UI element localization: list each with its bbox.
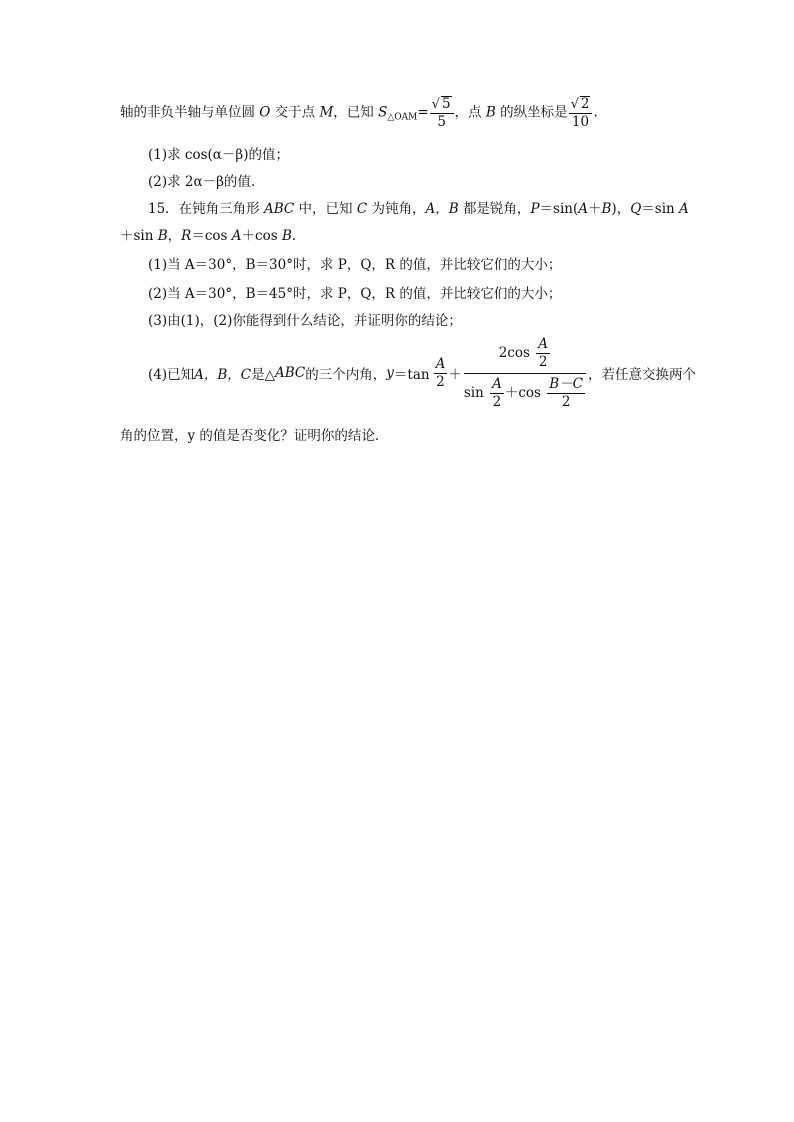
sub-question-4-line-2: 角的位置，y 的值是否变化？证明你的结论.	[120, 428, 380, 444]
fraction-main	[464, 337, 586, 410]
numerator: 2cos $\frac{A}{2}$	[464, 337, 586, 374]
subscript: △OAM	[387, 112, 418, 123]
sub-question-1: (1)当 A＝30°，B＝30°时，求 P，Q，R 的值，并比较它们的大小；	[148, 257, 562, 273]
var-O: O	[259, 104, 271, 121]
sub-question-3: (3)由(1)，(2)你能得到什么结论，并证明你的结论；	[148, 313, 462, 329]
var-M: M	[319, 104, 334, 121]
problem-15-line-2: ＋sin B，R＝cos A＋cos B.	[120, 228, 297, 244]
var-S: S	[378, 104, 388, 121]
var-B: B	[485, 104, 496, 121]
fraction-sqrt2-over-10: $\frac{√ 2}{10}$	[569, 96, 593, 130]
text: 的纵坐标是	[500, 104, 568, 121]
sub-question-2: (2)当 A＝30°，B＝45°时，求 P，Q，R 的值，并比较它们的大小；	[148, 286, 562, 302]
period: .	[593, 104, 598, 121]
sub-question-4: (4)已知 A，B，C 是△ ABC 的三个内角， y ＝tan $\frac{A}{2}$ ＋ 2cos $\frac{A}{2}$ sin $\frac{A}{2}$ ＋cos $\frac{B-C}{2}$ ，若任意交换两个	[148, 335, 696, 410]
sqrt-icon: √	[431, 97, 440, 112]
fraction-sqrt5-over-5: $\frac{√ 5}{5}$	[430, 96, 454, 130]
text: 交于点	[274, 104, 316, 121]
problem-15-line-1: 15．在钝角三角形 ABC 中，已知 C 为钝角，A，B 都是锐角，P＝sin(A＋B)，Q＝sin A	[148, 201, 689, 217]
line-1	[120, 96, 598, 130]
equals: =	[417, 104, 429, 121]
fraction-A-over-2: $\frac{A}{2}$	[435, 355, 446, 390]
text: ，点	[454, 104, 482, 121]
text: 轴的非负半轴与单位圆	[120, 104, 255, 121]
question-1: (1)求 cos(α－β)的值；	[148, 147, 289, 163]
denominator: sin $\frac{A}{2}$ ＋cos $\frac{B-C}{2}$	[463, 375, 583, 410]
text: ，已知	[333, 104, 374, 121]
question-2: (2)求 2α－β的值.	[148, 174, 256, 190]
sqrt-icon: √	[570, 97, 579, 112]
